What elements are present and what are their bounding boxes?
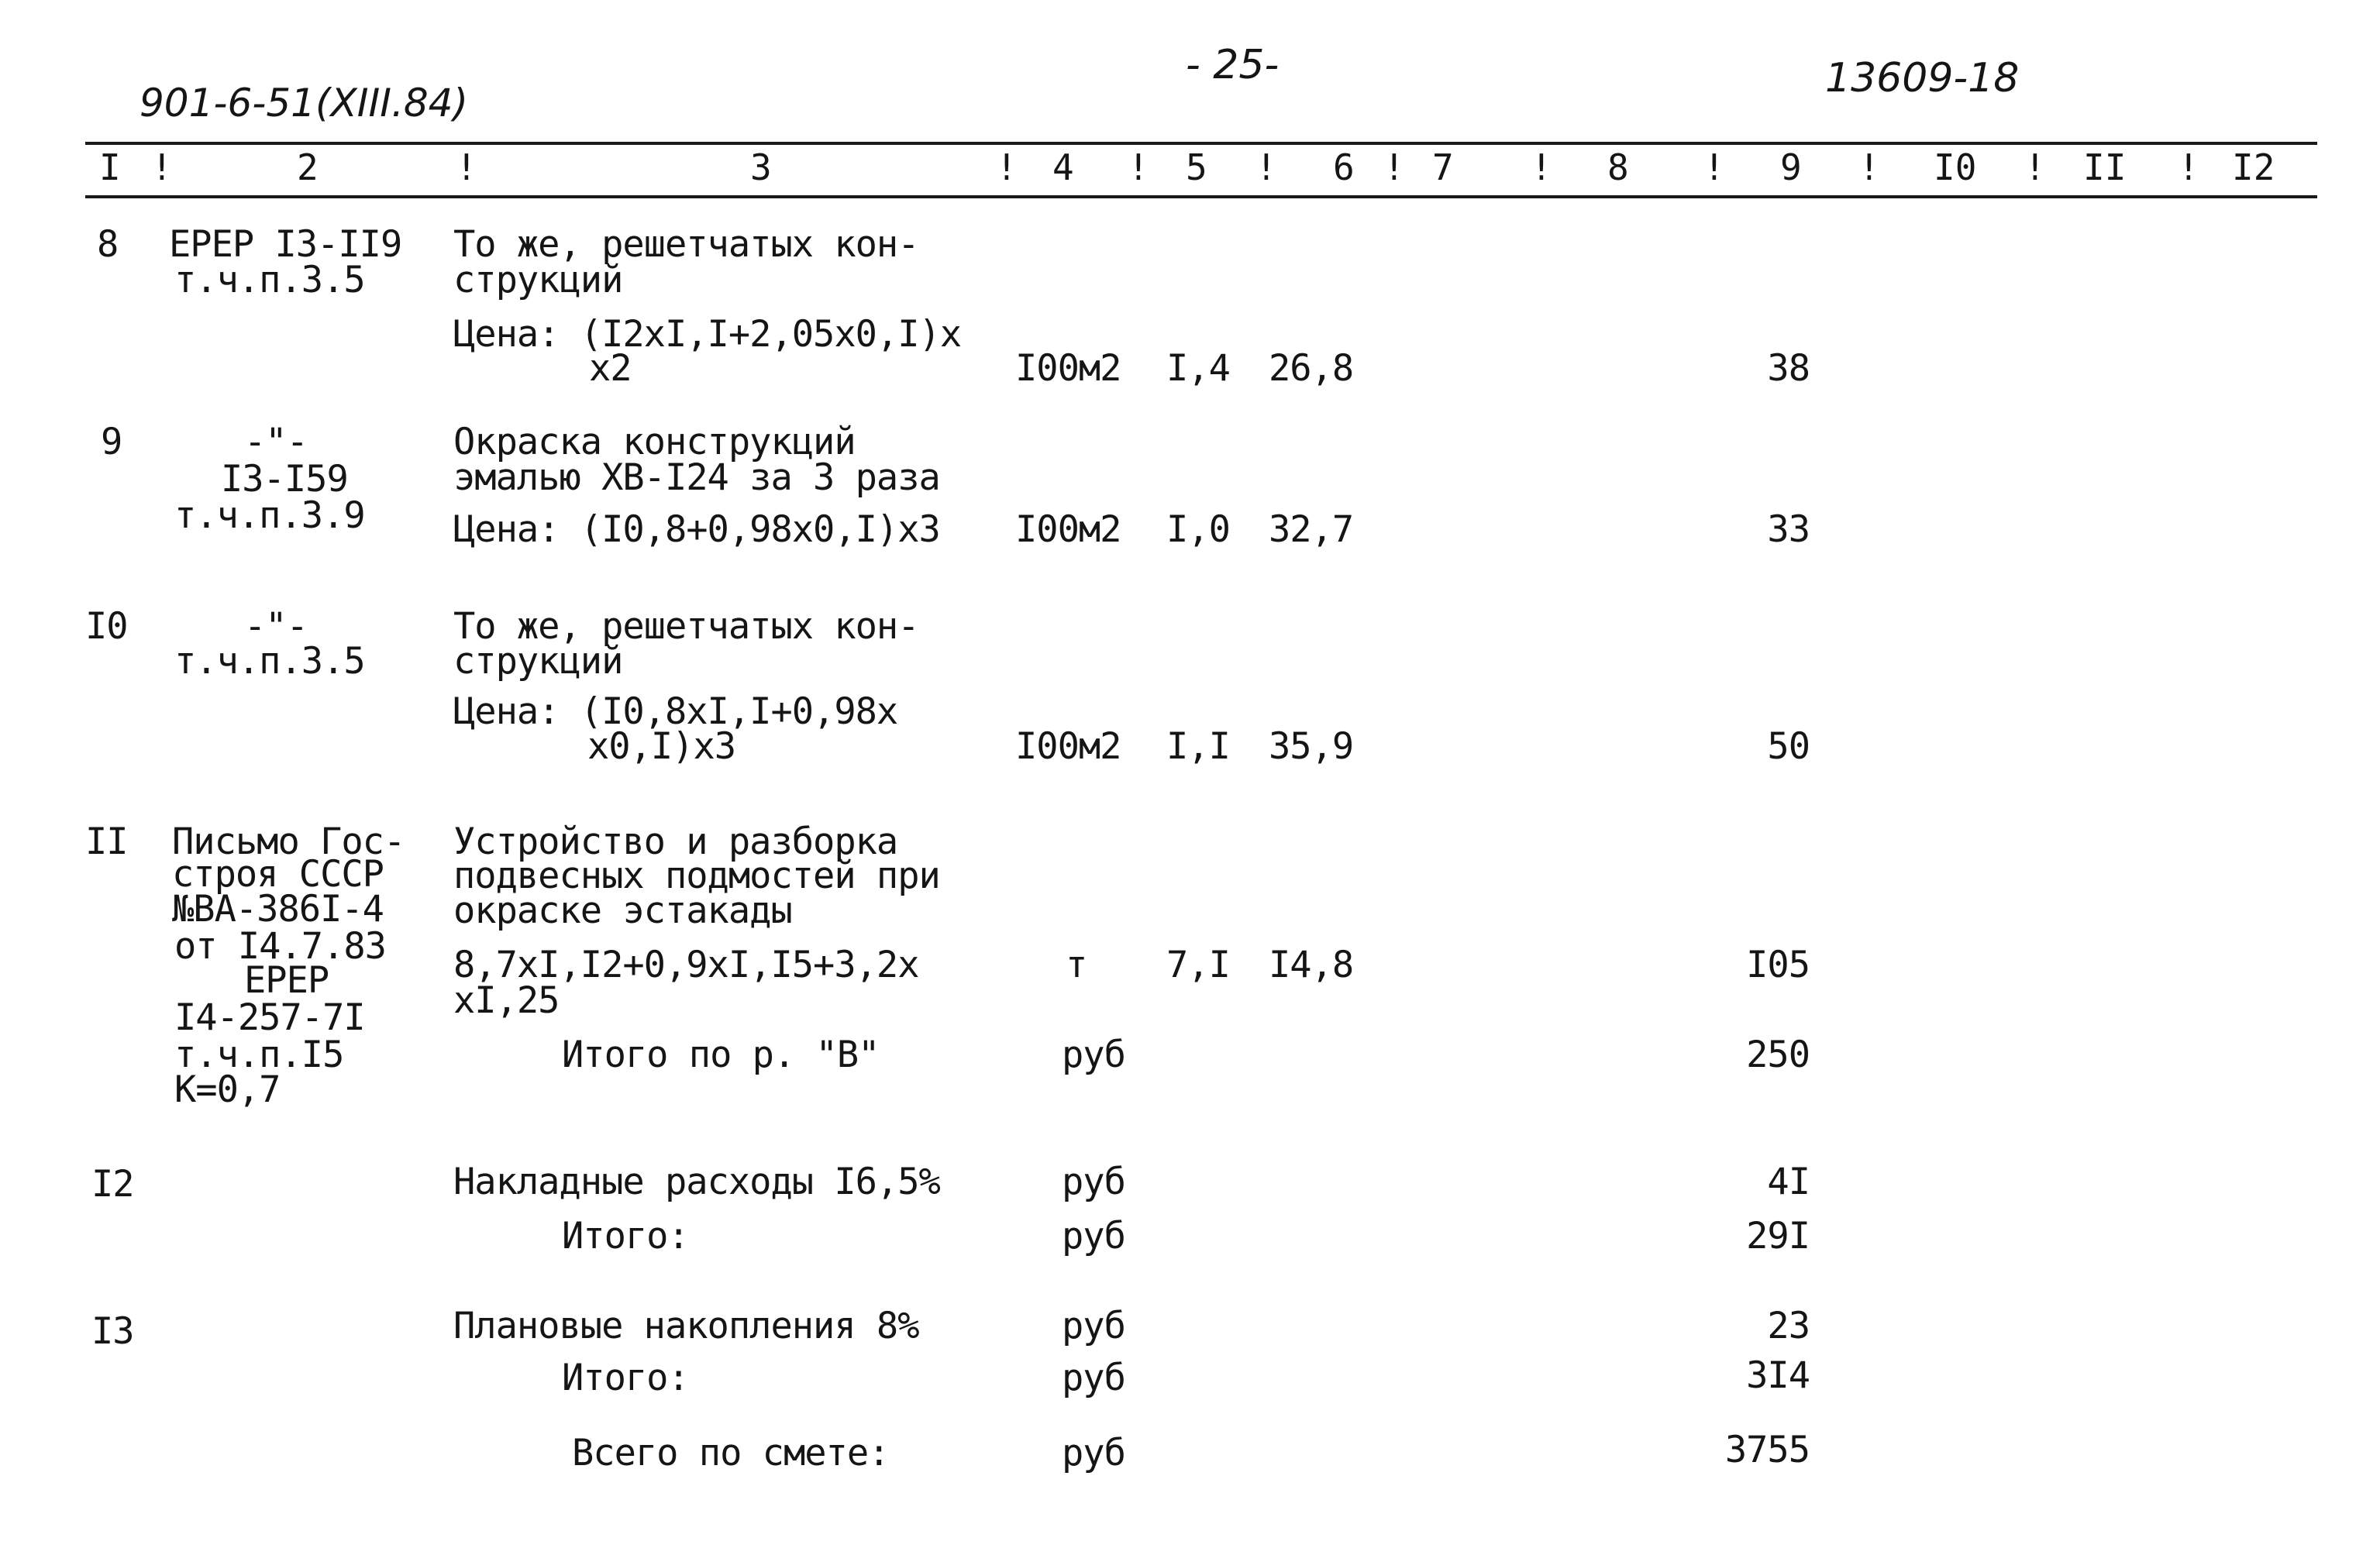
column-header-3: 3 bbox=[750, 146, 772, 188]
row-quantity: 7,I bbox=[1166, 944, 1230, 986]
itogo-unit: руб bbox=[1062, 1215, 1125, 1257]
column-header-6: 6 bbox=[1333, 146, 1355, 188]
header-bottom-rule bbox=[85, 195, 2317, 198]
row-reference: К=0,7 bbox=[174, 1068, 281, 1111]
row-description: эмалью ХВ-I24 за 3 раза bbox=[453, 456, 940, 499]
column-separator: ! bbox=[1255, 146, 1277, 188]
row-reference: -"- bbox=[244, 605, 308, 648]
row-rate: 35,9 bbox=[1269, 725, 1354, 768]
header-top-rule bbox=[85, 142, 2317, 145]
column-separator: ! bbox=[1128, 146, 1149, 188]
row-number: 9 bbox=[101, 421, 122, 463]
row-quantity: I,4 bbox=[1166, 347, 1230, 390]
row-reference: т.ч.п.3.5 bbox=[174, 640, 365, 683]
row-number: I0 bbox=[85, 605, 128, 648]
row-description: окраске эстакады bbox=[453, 889, 792, 932]
row-reference: т.ч.п.3.5 bbox=[174, 259, 365, 301]
row-rate: 32,7 bbox=[1269, 508, 1354, 551]
itogo-label: Итого: bbox=[562, 1215, 689, 1257]
row-reference: №ВА-386I-4 bbox=[172, 888, 384, 931]
row-description: Окраска конструкций bbox=[453, 421, 856, 463]
row-unit: I00м2 bbox=[1015, 508, 1121, 551]
row-total: 50 bbox=[1767, 725, 1810, 768]
overhead-label: Накладные расходы I6,5% bbox=[453, 1161, 940, 1203]
row-description: струкций bbox=[453, 640, 623, 683]
row-reference: ЕРЕР I3-II9 bbox=[169, 223, 402, 266]
row-total: 38 bbox=[1767, 347, 1810, 390]
row-number: 8 bbox=[97, 223, 119, 266]
planned-savings-unit: руб bbox=[1062, 1305, 1125, 1347]
column-separator: ! bbox=[1703, 146, 1725, 188]
row-description: подвесных подмостей при bbox=[453, 855, 940, 897]
itogo-total: 29I bbox=[1746, 1215, 1810, 1257]
row-reference: I3-I59 bbox=[221, 458, 348, 501]
row-reference: строя СССР bbox=[172, 853, 384, 896]
row-description: То же, решетчатых кон- bbox=[453, 605, 919, 648]
row-price-formula: Цена: (I2xI,I+2,05x0,I)x bbox=[453, 313, 962, 356]
column-header-4: 4 bbox=[1052, 146, 1074, 188]
sheet-code: 13609-18 bbox=[1825, 55, 2020, 101]
column-header-8: 8 bbox=[1607, 146, 1629, 188]
planned-savings-total: 23 bbox=[1767, 1305, 1810, 1347]
row-reference: I4-257-7I bbox=[174, 996, 365, 1039]
column-header-7: 7 bbox=[1432, 146, 1454, 188]
document-code: 901-6-51(XIII.84) bbox=[139, 81, 468, 126]
column-header-11: II bbox=[2083, 146, 2127, 188]
row-price-formula: x2 bbox=[589, 347, 632, 390]
column-separator: ! bbox=[996, 146, 1018, 188]
row-quantity: I,I bbox=[1166, 725, 1230, 768]
column-separator: ! bbox=[1858, 146, 1880, 188]
row-total: I05 bbox=[1746, 944, 1810, 986]
row-reference: ЕРЕР bbox=[244, 959, 329, 1002]
column-separator: ! bbox=[2024, 146, 2046, 188]
row-reference: т.ч.п.3.9 bbox=[174, 494, 365, 537]
subtotal-total: 250 bbox=[1746, 1034, 1810, 1076]
row-number: II bbox=[85, 821, 128, 863]
row-price-formula: Цена: (I0,8+0,98x0,I)x3 bbox=[453, 508, 940, 551]
row-description: струкций bbox=[453, 259, 623, 301]
page-number: - 25- bbox=[1186, 42, 1280, 88]
overhead-unit: руб bbox=[1062, 1161, 1125, 1203]
row-price-formula: 8,7xI,I2+0,9xI,I5+3,2x bbox=[453, 944, 919, 986]
itogo-unit: руб bbox=[1062, 1357, 1125, 1399]
row-reference: -"- bbox=[244, 421, 308, 463]
column-header-12: I2 bbox=[2232, 146, 2275, 188]
row-quantity: I,0 bbox=[1166, 508, 1230, 551]
row-rate: 26,8 bbox=[1269, 347, 1354, 390]
row-unit: т bbox=[1066, 944, 1087, 986]
row-number: I3 bbox=[91, 1310, 134, 1353]
row-reference: от I4.7.83 bbox=[174, 925, 386, 968]
column-separator: ! bbox=[1531, 146, 1552, 188]
row-reference: Письмо Гос- bbox=[172, 821, 405, 863]
row-price-formula: Цена: (I0,8xI,I+0,98x bbox=[453, 690, 898, 733]
itogo-total: 3I4 bbox=[1746, 1354, 1810, 1397]
subtotal-label: Итого по р. "В" bbox=[562, 1034, 880, 1076]
grand-total-label: Всего по смете: bbox=[572, 1432, 890, 1474]
column-header-9: 9 bbox=[1780, 146, 1802, 188]
grand-total-unit: руб bbox=[1062, 1432, 1125, 1474]
row-unit: I00м2 bbox=[1015, 347, 1121, 390]
itogo-label: Итого: bbox=[562, 1357, 689, 1399]
row-total: 33 bbox=[1767, 508, 1810, 551]
subtotal-unit: руб bbox=[1062, 1034, 1125, 1076]
column-header-2: 2 bbox=[297, 146, 319, 188]
row-unit: I00м2 bbox=[1015, 725, 1121, 768]
column-separator: ! bbox=[151, 146, 173, 188]
column-separator: ! bbox=[2178, 146, 2199, 188]
row-price-formula: x0,I)x3 bbox=[587, 725, 736, 768]
grand-total-value: 3755 bbox=[1724, 1429, 1810, 1471]
overhead-total: 4I bbox=[1767, 1161, 1810, 1203]
row-rate: I4,8 bbox=[1269, 944, 1354, 986]
column-separator: ! bbox=[456, 146, 477, 188]
row-number: I2 bbox=[91, 1163, 134, 1206]
planned-savings-label: Плановые накопления 8% bbox=[453, 1305, 919, 1347]
row-price-formula: xI,25 bbox=[453, 979, 560, 1022]
row-description: Устройство и разборка bbox=[453, 821, 898, 863]
row-reference: т.ч.п.I5 bbox=[174, 1034, 344, 1076]
column-header-1: I bbox=[99, 146, 121, 188]
row-description: То же, решетчатых кон- bbox=[453, 223, 919, 266]
column-header-5: 5 bbox=[1186, 146, 1207, 188]
column-header-10: I0 bbox=[1934, 146, 1977, 188]
column-separator: ! bbox=[1383, 146, 1405, 188]
